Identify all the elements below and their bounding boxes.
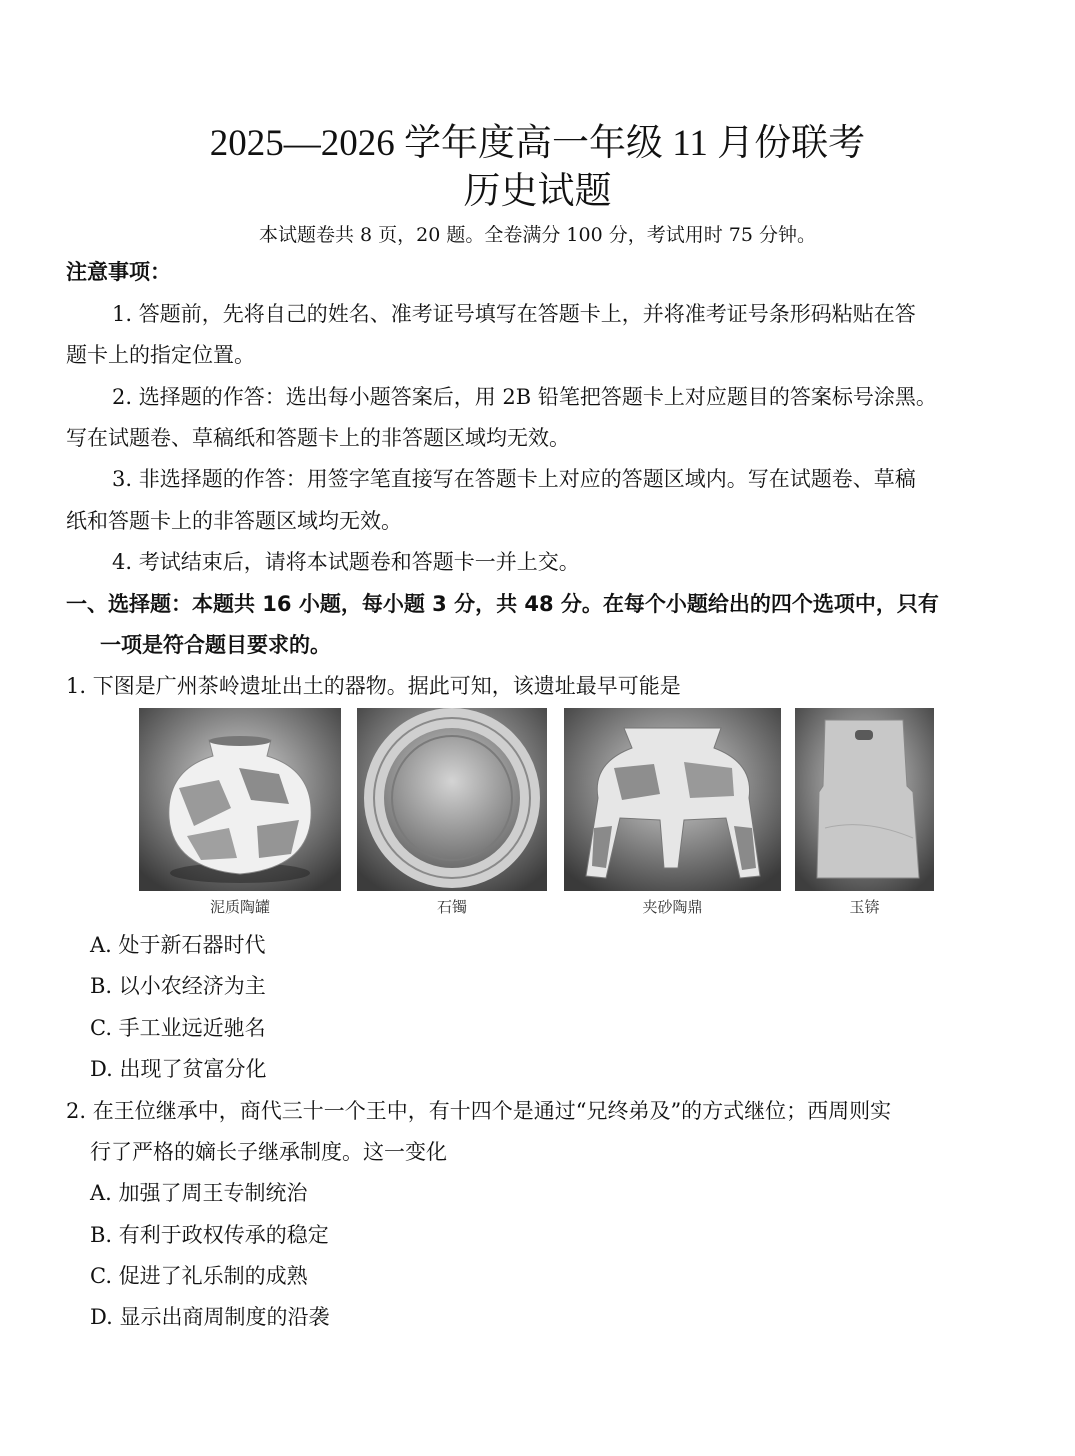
section-heading-cont: 一项是符合题目要求的。 (100, 633, 331, 657)
note-item-2-cont: 写在试题卷、草稿纸和答题卡上的非答题区域均无效。 (66, 426, 570, 450)
note-item-4: 4. 考试结束后，请将本试题卷和答题卡一并上交。 (112, 550, 580, 574)
q2-option-c[interactable]: C. 促进了礼乐制的成熟 (90, 1264, 308, 1288)
q2-option-d[interactable]: D. 显示出商周制度的沿袭 (90, 1305, 330, 1329)
section-heading: 一、选择题：本题共 16 小题，每小题 3 分，共 48 分。在每个小题给出的四个选项中，只有 (66, 592, 939, 616)
q2-option-b[interactable]: B. 有利于政权传承的稳定 (90, 1223, 329, 1247)
q1-option-a[interactable]: A. 处于新石器时代 (90, 933, 266, 957)
exam-info: 本试题卷共 8 页，20 题。全卷满分 100 分，考试用时 75 分钟。 (259, 224, 816, 246)
exam-title: 2025—2026 学年度高一年级 11 月份联考 (209, 123, 866, 164)
jade-adze-image (795, 708, 934, 891)
caption-stone-bracelet: 石镯 (436, 898, 467, 916)
tripod-ding-image (564, 708, 781, 891)
question-2-stem-cont: 行了严格的嫡长子继承制度。这一变化 (90, 1140, 447, 1164)
q1-option-b[interactable]: B. 以小农经济为主 (90, 974, 266, 998)
subject-title: 历史试题 (463, 171, 612, 212)
notes-heading: 注意事项： (66, 260, 171, 284)
note-item-1: 1. 答题前，先将自己的姓名、准考证号填写在答题卡上，并将准考证号条形码粘贴在答 (112, 302, 916, 326)
stone-bracelet-image (357, 708, 547, 891)
question-2-stem: 2. 在王位继承中，商代三十一个王中，有十四个是通过“兄终弟及”的方式继位；西周则实 (66, 1099, 892, 1123)
q1-option-c[interactable]: C. 手工业远近驰名 (90, 1016, 266, 1040)
note-item-3: 3. 非选择题的作答：用签字笔直接写在答题卡上对应的答题区域内。写在试题卷、草稿 (112, 467, 916, 491)
note-item-2: 2. 选择题的作答：选出每小题答案后，用 2B 铅笔把答题卡上对应题目的答案标号涂黑。 (112, 385, 937, 409)
q1-option-d[interactable]: D. 出现了贫富分化 (90, 1057, 267, 1081)
note-item-1-cont: 题卡上的指定位置。 (66, 343, 255, 367)
caption-tripod-ding: 夹砂陶鼎 (642, 898, 703, 916)
q2-option-a[interactable]: A. 加强了周王专制统治 (90, 1181, 308, 1205)
question-1-stem: 1. 下图是广州茶岭遗址出土的器物。据此可知，该遗址最早可能是 (66, 674, 681, 698)
caption-jade-adze: 玉锛 (849, 898, 880, 916)
note-item-3-cont: 纸和答题卡上的非答题区域均无效。 (66, 509, 402, 533)
pottery-jar-image (139, 708, 341, 891)
caption-pottery-jar: 泥质陶罐 (209, 898, 270, 916)
